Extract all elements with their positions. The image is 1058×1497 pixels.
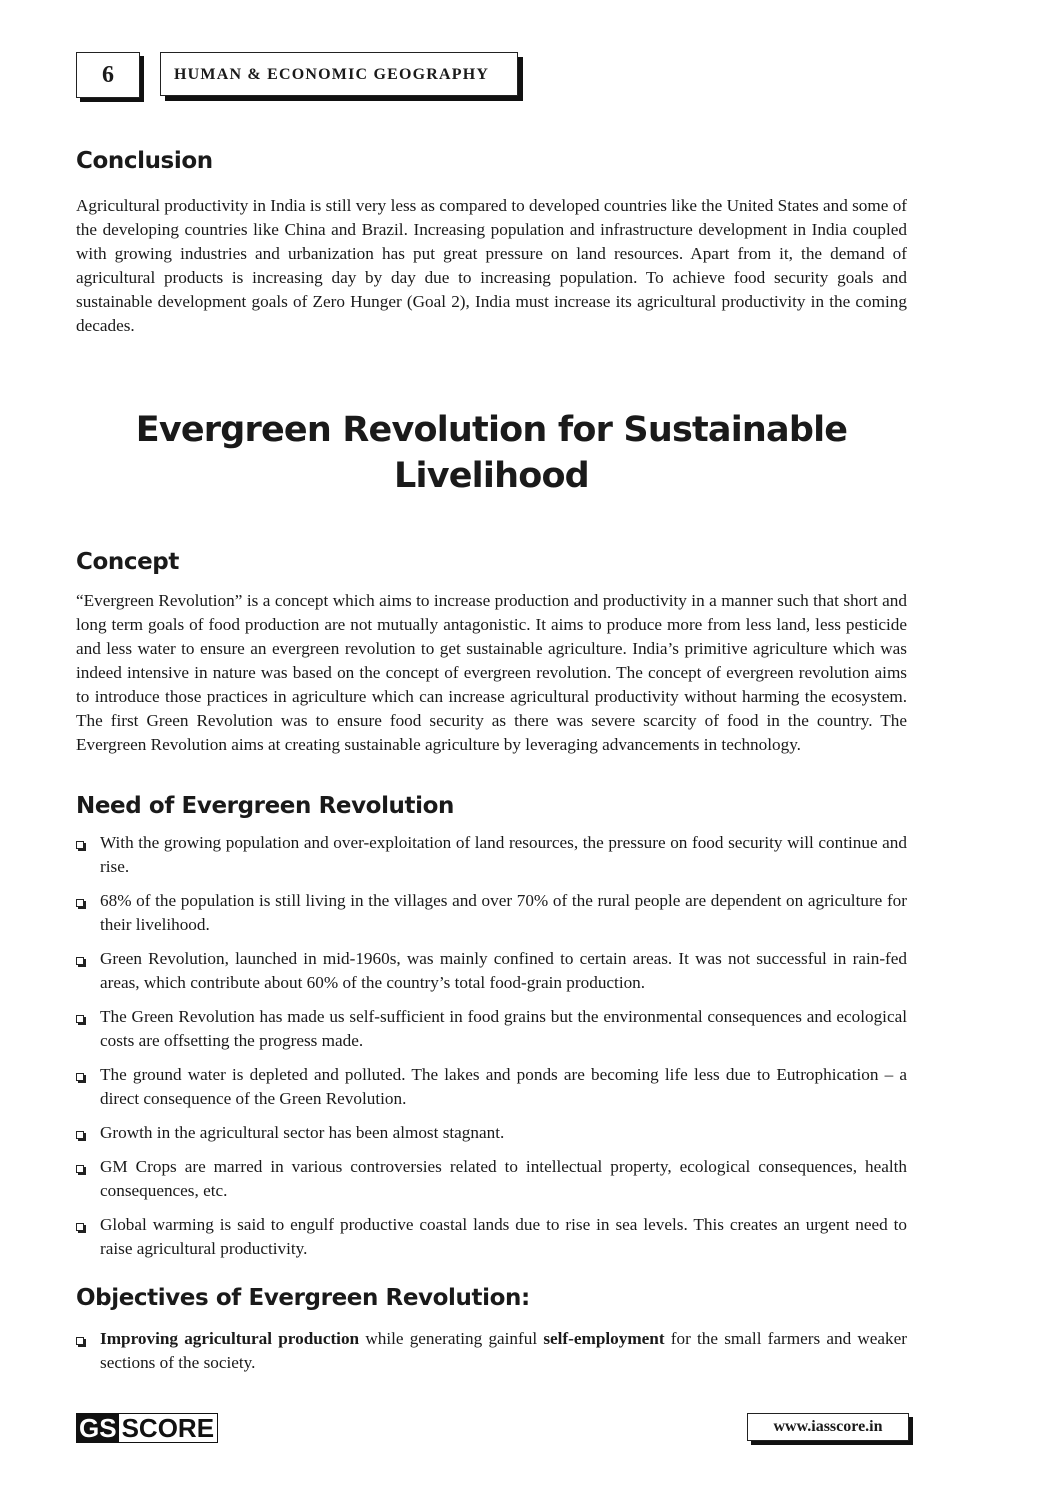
bullet-icon: [76, 957, 84, 965]
footer-url[interactable]: www.iasscore.in: [747, 1413, 909, 1441]
list-item: GM Crops are marred in various controversies related to intellectual property, ecological consequences, health consequences, etc.: [76, 1155, 907, 1203]
conclusion-heading: Conclusion: [76, 148, 213, 174]
concept-paragraph: “Evergreen Revolution” is a concept which aims to increase production and productivity in a manner such that short and long term goals of food production are not mutually antagonistic. It aims to produce more from less land, less pesticide and less water to ensure an evergreen revolution to get sustainable agriculture. India’s primitive agriculture which was indeed intensive in nature was based on the concept of evergreen revolution. The concept of evergreen revolution aims to introduce those practices in agriculture which can increase agricultural productivity without harming the ecosystem. The first Green Revolution was to ensure food security as there was severe scarcity of food in the country. The Evergreen Revolution aims at creating sustainable agriculture by leveraging advancements in technology.: [76, 591, 907, 754]
gs-score-logo: [76, 1413, 218, 1443]
list-item: Growth in the agricultural sector has been almost stagnant.: [76, 1121, 907, 1145]
page-number: 6: [76, 52, 140, 98]
conclusion-paragraph: Agricultural productivity in India is still very less as compared to developed countries like the United States and some of the developing countries like China and Brazil. Increasing population and infrastructure development in India coupled with growing industries and urbanization has put great pressure on land resources. Apart from it, the demand of agricultural products is increasing day by day due to increasing population. To achieve food security goals and sustainable development goals of Zero Hunger (Goal 2), India must increase its agricultural productivity in the coming decades.: [76, 196, 908, 335]
bullet-icon: [76, 1165, 84, 1173]
list-item: With the growing population and over-exploitation of land resources, the pressure on food security will continue and rise.: [76, 831, 907, 879]
list-item: Global warming is said to engulf productive coastal lands due to rise in sea levels. This creates an urgent need to raise agricultural productivity.: [76, 1213, 907, 1261]
objectives-heading: Objectives of Evergreen Revolution:: [76, 1285, 530, 1311]
chapter-title-line1: Evergreen Revolution for Sustainable: [135, 410, 848, 450]
objectives-list: [76, 1327, 907, 1375]
bullet-icon: [76, 1131, 84, 1139]
bullet-icon: [76, 841, 84, 849]
chapter-title: [76, 407, 907, 499]
logo-score: SCORE: [121, 1413, 215, 1443]
bullet-icon: [76, 1073, 84, 1081]
list-item: The ground water is depleted and polluted. The lakes and ponds are becoming life less due to Eutrophication – a direct consequence of the Green Revolution.: [76, 1063, 907, 1111]
bullet-icon: [76, 1015, 84, 1023]
bullet-icon: [76, 899, 84, 907]
chapter-title-line2: Livelihood: [394, 456, 589, 496]
concept-heading: Concept: [76, 549, 179, 575]
bullet-icon: [76, 1337, 84, 1345]
need-heading: Need of Evergreen Revolution: [76, 793, 454, 819]
logo-gs: GS: [79, 1413, 117, 1443]
list-item: 68% of the population is still living in the villages and over 70% of the rural people are dependent on agriculture for their livelihood.: [76, 889, 907, 937]
list-item: Improving agricultural production while generating gainful self-employment for the small farmers and weaker sections of the society.: [76, 1327, 907, 1375]
bullet-icon: [76, 1223, 84, 1231]
list-item: Green Revolution, launched in mid-1960s, was mainly confined to certain areas. It was not successful in rain-fed areas, which contribute about 60% of the country’s total food-grain production.: [76, 947, 907, 995]
list-item: The Green Revolution has made us self-sufficient in food grains but the environmental consequences and ecological costs are offsetting the progress made.: [76, 1005, 907, 1053]
page-content: [76, 148, 907, 1385]
running-header-title: HUMAN & ECONOMIC GEOGRAPHY: [160, 52, 518, 96]
need-list: [76, 831, 907, 1261]
